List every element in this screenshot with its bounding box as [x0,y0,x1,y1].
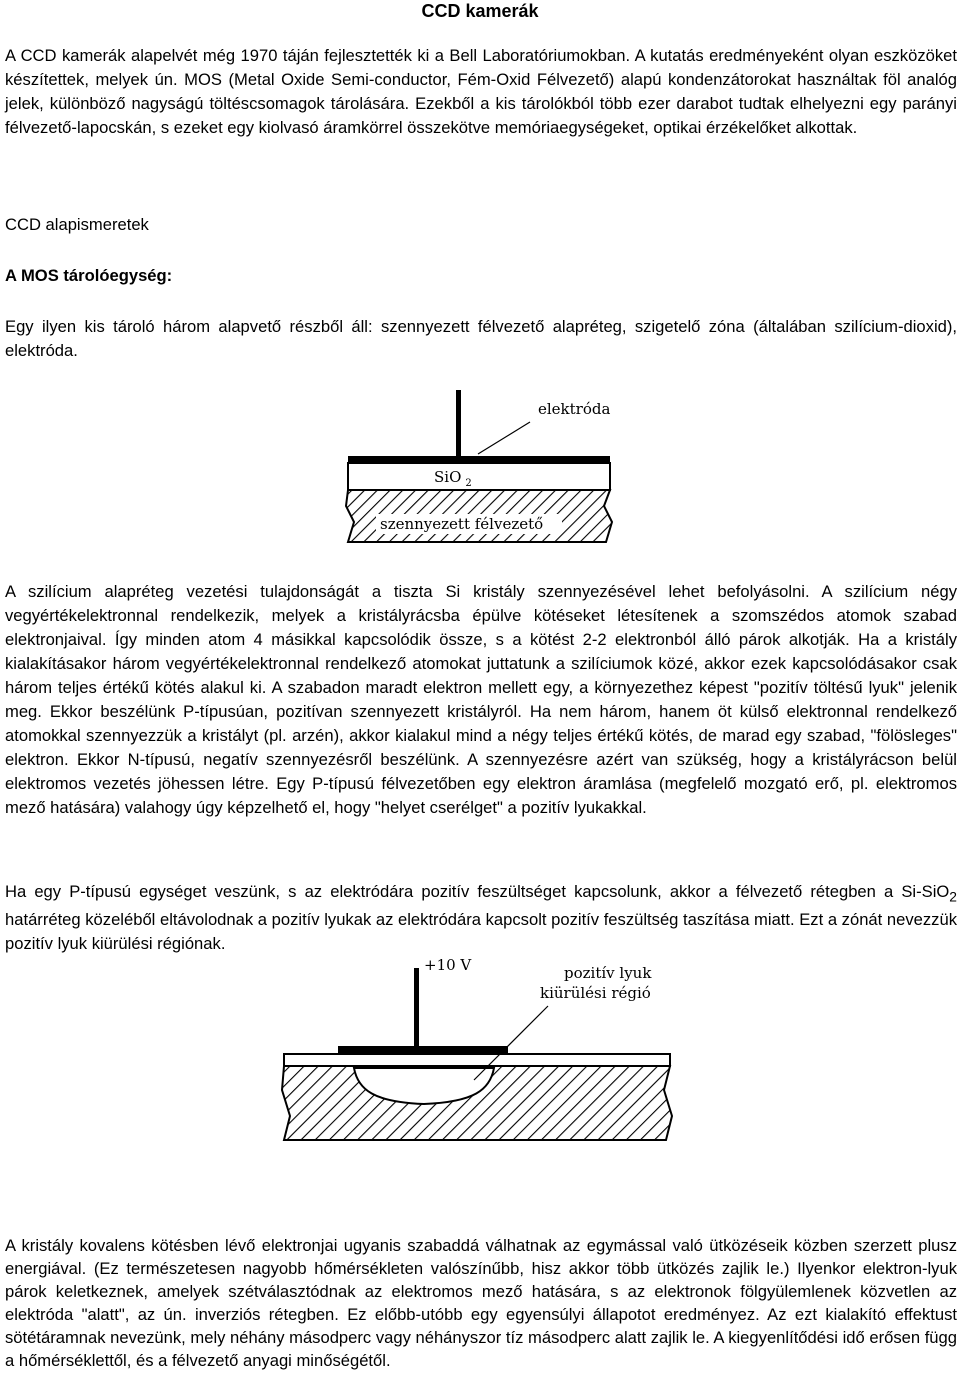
electrode-plate [348,456,610,463]
mos-description-paragraph: Egy ilyen kis tároló három alapvető részből áll: szennyezett félvezető alapréteg, szigetelő zóna (általában szilícium-dioxid), elektróda. [5,317,957,360]
depletion-region-figure [278,950,678,1146]
electrode-plate [338,1046,508,1054]
oxide-layer [284,1054,670,1066]
electrode-label: elektróda [538,400,611,418]
oxide-layer [348,463,610,490]
depletion-label-line1: pozitív lyuk [564,964,652,982]
silicon-paragraph: A szilícium alapréteg vezetési tulajdonságát a tiszta Si kristály szennyezésével lehet befolyásolni. A szilícium négy vegyértékelektronnal rendelkezik, melyek a kristályrácsba épülve kötéseket létesítenek a szomszédos atomok szabad elektronjaival. Így minden atom 4 másikkal kapcsolódik össze, s a kötést 2-2 elektronból álló párok alkotják. Ha a kristály kialakításakor három vegyértékelektronnal rendelkező atomokat juttatunk a szilíciumok közé, akkor ezek kapcsolódásakor csak három teljes értékű kötés alakul ki. A szabadon maradt elektron mellett egy, a környezethez képest "pozitív töltésű lyuk" jelenik meg. Ekkor beszélünk P-típusúan, pozitívan szennyezett kristályról. Ha nem három, hanem öt külső elektronnal rendelkező atomokkal szennyezzük a kristályt (pl. arzén), akkor kialakul mind a négy teljes értékű kötés, de marad egy szabad, "fölösleges" elektron. Ekkor N-típusú, negatív szennyezésről beszélünk. A szennyezésre azért van szükség, hogy a kristályrácson belül elektromos vezetés jöhessen létre. Egy P-típusú félvezetőben egy elektron áramlása (megfelelő mozgató erő, pl. elektromos mező hatására) valahogy úgy képzelhető el, hogy "helyet cserélget" a pozitív lyukakkal. [5,582,957,817]
page-title: CCD kamerák [421,1,539,21]
depletion-subscript: 2 [949,888,957,905]
depletion-paragraph [5,880,957,956]
oxide-label: SiO $_2$ [434,468,472,489]
depletion-label-line2: kiürülési régió [540,984,651,1002]
covalent-paragraph: A kristály kovalens kötésben lévő elektronjai ugyanis szabaddá válhatnak az egymással való ütközéseik közben szerzett plusz energiával. (Ez természetesen nagyobb hőmérsékleten valószínűbb, hisz akkor több ütközés zajlik le.) Ilyenkor elektron-lyuk párok keletkeznek, amelyek szétválasztódnak az elektromos mező hatására, s az elektronok fölgyülemlenek közvetlen az elektróda "alatt", az ún. inverziós rétegben. Ez előbb-utóbb egy egyensúlyi állapotot eredményez. Az ezt kialakító effektust sötétáramnak nevezünk, mely néhány másodperc vagy néhányszor tíz másodperc alatt zajlik le. A kiegyenlítődési idő erősen függ a hőmérséklettől, és a félvezető anyagi minőségétől. [5,1236,957,1370]
electrode-leader-line [478,422,530,454]
section-heading: A MOS tárolóegység: [5,266,173,285]
substrate-label: szennyezett félvezető [380,515,544,533]
voltage-label: +10 V [424,956,472,974]
mos-structure-figure [330,384,660,556]
intro-paragraph: A CCD kamerák alapelvét még 1970 táján fejlesztették ki a Bell Laboratóriumokban. A kutatás eredményeként olyan eszközöket készítettek, melyek ún. MOS (Metal Oxide Semi-conductor, Fém-Oxid Félvezető) alapú kondenzátorokat használtak föl analóg jelek, különböző nagyságú töltéscsomagok tárolására. Ezekből a kis tárolókból több ezer darabot tudtak elhelyezni egy parányi félvezető-lapocskán, s ezeket egy kiolvasó áramkörrel összekötve memóriaegységeket, optikai érzékelőket alkottak. [5,46,957,137]
section-subheading: CCD alapismeretek [5,215,149,234]
electrode-wire [414,968,419,1050]
electrode-wire [456,390,461,458]
depletion-text-end: határréteg közeléből eltávolodnak a pozitív lyukak az elektródára kapcsolt pozitív feszültség taszítása miatt. Ezt a zónát nevezzük pozitív lyuk kiürülési régiónak. [5,910,957,954]
depletion-text-start: Ha egy P-típusú egységet veszünk, s az elektródára pozitív feszültséget kapcsolunk, akkor a félvezető rétegben a Si-SiO [5,882,950,901]
